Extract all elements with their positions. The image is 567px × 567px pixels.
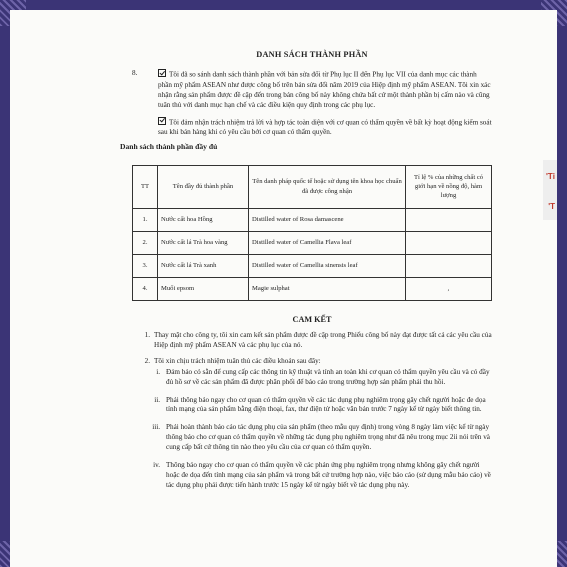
table-header-row <box>133 165 492 208</box>
ingredients-subtitle: Danh sách thành phần đầy đủ <box>120 142 218 152</box>
ingredients-table <box>132 165 492 301</box>
commitment-subitem: iv. Thông báo ngay cho cơ quan có thẩm quyền về các phản ứng phụ nghiêm trọng nhưng không gây chết người hoặc đe dọa đến tính mạng của sản phẩm và trong bất cứ trường hợp nào, việc báo cáo (sử dụng mẫu báo cáo) về tác dụng phụ phải được tiến hành trước 15 ngày kể từ ngày biết về tác dụng phụ này. <box>153 461 491 490</box>
table-row: 2. Nước cất lá Trà hoa vàng Distilled water of Camellia Flava leaf <box>133 231 492 254</box>
commitment-title: CAM KẾT <box>292 314 332 324</box>
commitment-item-2: 2. Tôi xin chịu trách nhiệm tuân thủ các điều khoản sau đây: <box>144 356 321 365</box>
header-ratio: Tỉ lệ % của những chất có giới hạn về nồng độ, hàm lượng <box>406 165 492 208</box>
page-title: DANH SÁCH THÀNH PHẦN <box>256 50 368 59</box>
checkbox-checked-icon <box>158 69 166 77</box>
header-intl-name: Tên danh pháp quốc tế hoặc sử dụng tên khoa học chuẩn đã được công nhận <box>249 165 406 208</box>
table-row: 3. Nước cất lá Trà xanh Distilled water of Camellia sinensis leaf <box>133 254 492 277</box>
section-8 <box>132 69 492 138</box>
header-tt: TT <box>133 165 158 208</box>
header-name: Tên đầy đủ thành phần <box>158 165 249 208</box>
checkbox-checked-icon <box>158 117 166 125</box>
table-row: 1. Nước cất hoa Hồng Distilled water of Rosa damascene <box>133 208 492 231</box>
adjacent-page-edge <box>543 160 557 220</box>
section-number: 8. <box>132 69 138 78</box>
commitment-subitem: iii. Phải hoàn thành báo cáo tác dụng phụ của sản phẩm (theo mẫu quy định) trong vòng 8 ngày làm việc kể từ ngày thông báo cho cơ quan có thẩm quyền về những tác dụng phụ nghiêm trọng như đã nêu trong mục 2ii nói trên và cung cấp bất cứ thông tin nào theo yêu cầu của cơ quan có thẩm quyền. <box>152 423 490 452</box>
margin-mark: 'Tỉ <box>545 172 555 181</box>
commitment-subitem: i. Đảm bảo có sẵn để cung cấp các thông tin kỹ thuật và tính an toàn khi cơ quan có thẩm quyền yêu cầu và có đầy đủ hồ sơ về các sản phẩm đã được phân phối để báo cáo trong trường hợp sản phẩm phải thu hồi. <box>156 367 490 386</box>
table-row: 4. Muối epsom Magie sulphat , <box>133 277 492 300</box>
document-content <box>120 10 492 491</box>
commitment-item-1: 1. Thay mặt cho công ty, tôi xin cam kết sản phẩm được đề cập trong Phiếu công bố này đạt được tất cả các yêu cầu của Hiệp định mỹ phẩm ASEAN và các phụ lục của nó. <box>144 330 492 349</box>
section-8-paragraph-1: Tôi đã so sánh danh sách thành phần với bản sửa đổi từ Phụ lục II đến Phụ lục VII của danh mục các thành phần mỹ phẩm ASEAN như được công bố trên bản sửa đổi năm 2019 của Hiệp định mỹ phẩm ASEAN. Tôi xin xác nhận rằng sản phẩm được đề cập đến trong bản công bố này không chứa bất cứ một thành phần bị cấm nào và cũng tuân thủ với danh mục hạn chế và các điều kiện quy định trong các phụ lục. <box>158 70 491 109</box>
section-8-paragraph-2: Tôi đảm nhận trách nhiệm trả lời và hợp tác toàn diện với cơ quan có thẩm quyền về bất kỳ hoạt động kiểm soát sau khi bán hàng khi có yêu cầu bởi cơ quan có thẩm quyền. <box>158 118 492 137</box>
document-page <box>10 10 557 567</box>
commitment-subitem: ii. Phải thông báo ngay cho cơ quan có thẩm quyền về các tác dụng phụ nghiêm trọng gây chết người hoặc đe dọa tính mạng của sản phẩm bằng điện thoại, fax, thư điện tử hoặc văn bản trước 7 ngày kể từ ngày biết thông tin. <box>154 395 486 414</box>
margin-mark: 'T <box>548 202 555 211</box>
